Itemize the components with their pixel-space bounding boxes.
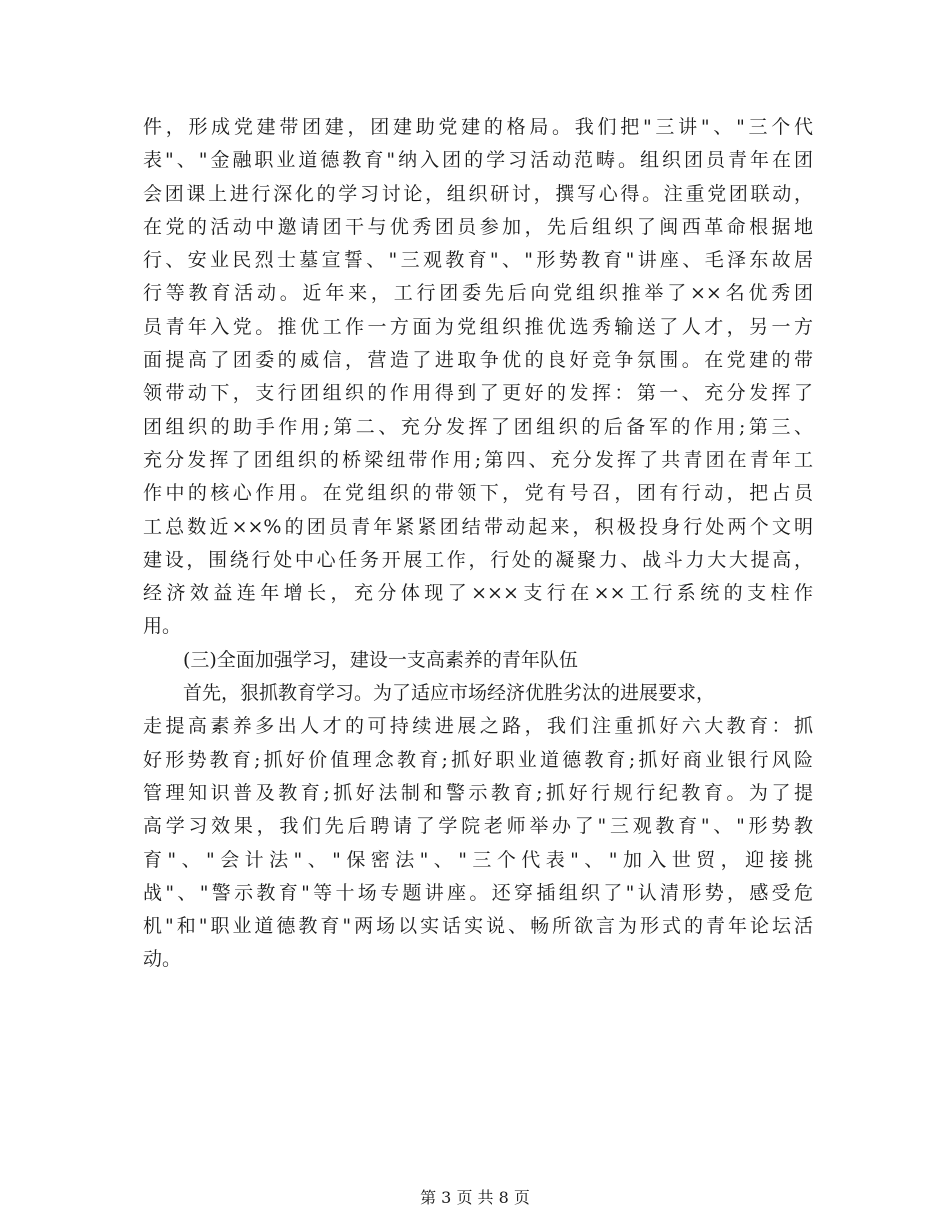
text-line: 用。: [143, 615, 182, 638]
text-line: 领带动下，支行团组织的作用得到了更好的发挥：第一、充分发挥了: [143, 382, 813, 405]
text-line: 员青年入党。推优工作一方面为党组织推优选秀输送了人才，另一方: [143, 315, 813, 338]
text-line: 战"、"警示教育"等十场专题讲座。还穿插组织了"认清形势，感受危: [143, 881, 813, 904]
text-line: 好形势教育;抓好价值理念教育;抓好职业道德教育;抓好商业银行风险: [143, 748, 813, 771]
text-line: 会团课上进行深化的学习讨论，组织研讨，撰写心得。注重党团联动，: [143, 182, 813, 205]
text-line: 面提高了团委的威信，营造了进取争优的良好竞争氛围。在党建的带: [143, 349, 813, 372]
text-line: 育"、"会计法"、"保密法"、"三个代表"、"加入世贸，迎接挑: [143, 848, 813, 871]
text-line: 件，形成党建带团建，团建助党建的格局。我们把"三讲"、"三个代: [143, 116, 813, 138]
text-line: 动。: [143, 948, 182, 971]
text-line: 管理知识普及教育;抓好法制和警示教育;抓好行规行纪教育。为了提: [143, 781, 813, 804]
text-line: 在党的活动中邀请团干与优秀团员参加，先后组织了闽西革命根据地: [143, 215, 813, 238]
document-body: [143, 111, 813, 977]
paragraph-first-line: 首先，狠抓教育学习。为了适应市场经济优胜劣汰的进展要求，: [183, 682, 716, 705]
text-line: 行等教育活动。近年来，工行团委先后向党组织推举了××名优秀团: [143, 282, 813, 305]
text-line: 经济效益连年增长，充分体现了×××支行在××工行系统的支柱作: [143, 582, 813, 605]
text-line: 工总数近××%的团员青年紧紧团结带动起来，积极投身行处两个文明: [143, 515, 813, 538]
text-line: 行、安业民烈士墓宣誓、"三观教育"、"形势教育"讲座、毛泽东故居: [143, 249, 813, 272]
text-line: 走提高素养多出人才的可持续进展之路，我们注重抓好六大教育：抓: [143, 715, 813, 738]
section-heading: (三)全面加强学习，建设一支高素养的青年队伍: [183, 648, 578, 671]
text-line: 作中的核心作用。在党组织的带领下，党有号召，团有行动，把占员: [143, 482, 813, 505]
page-number-footer: 第 3 页 共 8 页: [420, 1188, 530, 1207]
text-line: 机"和"职业道德教育"两场以实话实说、畅所欲言为形式的青年论坛活: [143, 915, 813, 938]
text-line: 团组织的助手作用;第二、充分发挥了团组织的后备军的作用;第三、: [143, 415, 813, 438]
text-line: 高学习效果，我们先后聘请了学院老师举办了"三观教育"、"形势教: [143, 815, 813, 838]
text-line: 建设，围绕行处中心任务开展工作，行处的凝聚力、战斗力大大提高，: [143, 548, 813, 571]
text-line: 充分发挥了团组织的桥梁纽带作用;第四、充分发挥了共青团在青年工: [143, 448, 813, 471]
text-line: 表"、"金融职业道德教育"纳入团的学习活动范畴。组织团员青年在团: [143, 149, 813, 172]
